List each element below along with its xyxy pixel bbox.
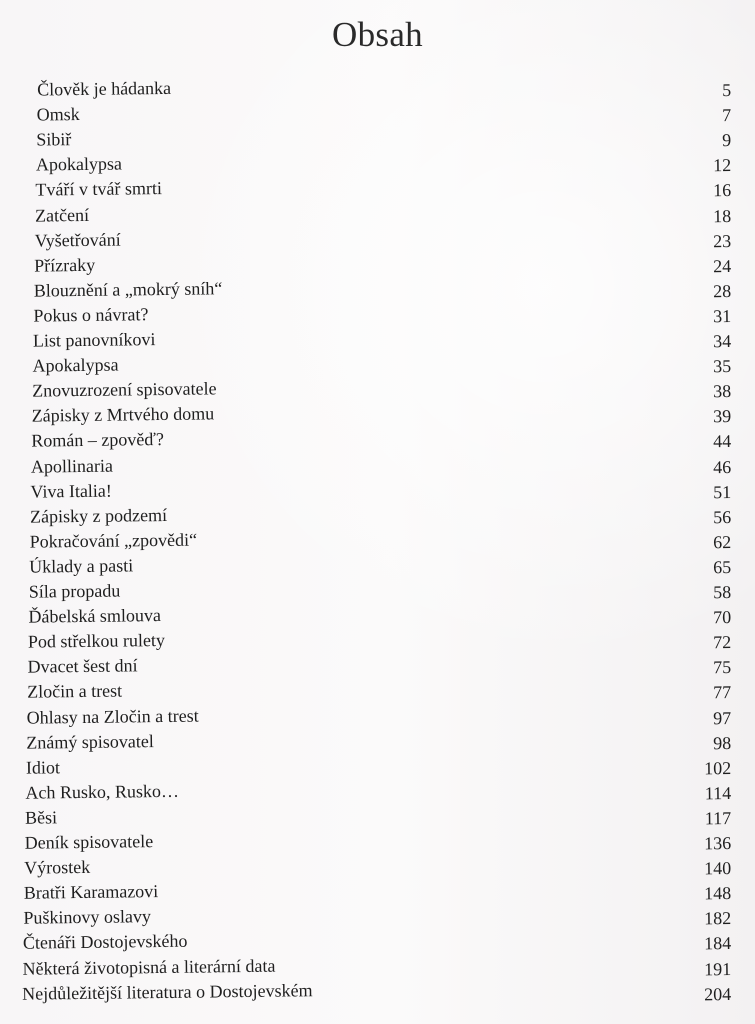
toc-entry-page-number: 7 xyxy=(722,105,732,126)
toc-entry-title: Román – zpověď? xyxy=(31,429,165,452)
toc-entry-page-number: 18 xyxy=(713,205,732,226)
toc-entry-title: Znovuzrození spisovatele xyxy=(32,378,217,401)
toc-entry-page-number: 114 xyxy=(704,782,732,804)
toc-entry-page-number: 97 xyxy=(713,707,732,728)
toc-entry-title: Zločin a trest xyxy=(27,680,123,703)
toc-entry-page-number: 31 xyxy=(713,305,732,327)
toc-entry-title: Pokus o návrat? xyxy=(33,304,149,326)
toc-entry-page-number: 117 xyxy=(704,807,732,829)
toc-entry-title: Idiot xyxy=(25,756,61,778)
toc-entry-title: Některá životopisná a literární data xyxy=(22,955,276,979)
toc-entry-title: Bratři Karamazovi xyxy=(23,881,159,903)
toc-entry-page-number: 62 xyxy=(713,531,732,553)
toc-entry-page-number: 98 xyxy=(713,732,732,753)
toc-entry-title: Člověk je hádanka xyxy=(37,77,172,100)
toc-entry-page-number: 140 xyxy=(704,858,732,879)
toc-entry-title: Přízraky xyxy=(34,254,96,276)
toc-entry-title: Pokračování „zpovědi“ xyxy=(29,529,198,552)
toc-entry-page-number: 5 xyxy=(722,80,732,101)
toc-entry-title: Omsk xyxy=(36,104,80,125)
toc-entry-page-number: 72 xyxy=(713,632,732,653)
toc-entry-page-number: 28 xyxy=(713,280,732,302)
toc-entry-page-number: 39 xyxy=(713,406,732,427)
toc-entry-page-number: 204 xyxy=(704,983,732,1004)
toc-entry-page-number: 9 xyxy=(722,130,732,151)
toc-entry-title: Úklady a pasti xyxy=(29,555,134,577)
toc-entry-page-number: 12 xyxy=(713,155,732,176)
toc-entry-title: List panovníkovi xyxy=(32,329,156,351)
toc-entry-title: Vyšetřování xyxy=(34,229,121,251)
toc-entry-title: Ohlasy na Zločin a trest xyxy=(26,705,199,728)
toc-entry-title: Deník spisovatele xyxy=(24,831,154,853)
toc-entry-title: Blouznění a „mokrý sníh“ xyxy=(33,278,223,301)
toc-entry-page-number: 191 xyxy=(704,958,732,979)
toc-entry-page-number: 65 xyxy=(713,556,732,578)
toc-entry-page-number: 102 xyxy=(704,757,732,779)
toc-entry-page-number: 148 xyxy=(704,883,732,904)
toc-entry-page-number: 38 xyxy=(713,381,732,402)
toc-entry-title: Výrostek xyxy=(24,856,91,878)
toc-entry-title: Apokalypsa xyxy=(32,354,119,376)
toc-entry-page-number: 75 xyxy=(713,657,732,678)
toc-entry-page-number: 44 xyxy=(713,431,732,452)
toc-entry-title: Běsi xyxy=(24,807,58,828)
toc-entry-title: Tváří v tvář smrti xyxy=(35,178,163,200)
toc-entry-title: Puškinovy oslavy xyxy=(23,906,152,929)
toc-entry-title: Pod střelkou rulety xyxy=(27,630,166,652)
toc-entry-page-number: 46 xyxy=(713,456,732,477)
toc-entry-page-number: 16 xyxy=(713,180,732,201)
table-of-contents xyxy=(0,72,755,1012)
toc-entry-title: Ach Rusko, Rusko… xyxy=(25,780,180,803)
toc-entry-page-number: 77 xyxy=(713,682,732,703)
toc-entry-title: Síla propadu xyxy=(28,580,121,602)
toc-entry-page-number: 58 xyxy=(713,582,732,603)
page-title: Obsah xyxy=(332,15,423,54)
toc-entry-title: Sibiř xyxy=(36,129,72,150)
toc-entry-page-number: 35 xyxy=(713,356,732,377)
toc-entry-title: Dvacet šest dní xyxy=(27,655,138,677)
toc-entry-page-number: 24 xyxy=(713,255,732,276)
toc-entry-title: Čtenáři Dostojevského xyxy=(22,931,188,954)
toc-entry-page-number: 184 xyxy=(704,933,732,954)
toc-entry-title: Viva Italia! xyxy=(30,480,112,502)
toc-entry-page-number: 56 xyxy=(713,506,732,527)
toc-entry-title: Zápisky z podzemí xyxy=(29,504,168,527)
toc-entry-title: Zápisky z Mrtvého domu xyxy=(31,403,215,426)
toc-entry-page-number: 70 xyxy=(713,607,732,628)
toc-entry-title: Zatčení xyxy=(34,204,90,226)
toc-entry-page-number: 51 xyxy=(713,481,732,502)
toc-entry-page-number: 23 xyxy=(713,230,732,251)
toc-entry-title: Apokalypsa xyxy=(35,153,122,175)
toc-entry-title: Apollinaria xyxy=(30,455,113,477)
toc-entry-page-number: 182 xyxy=(704,908,732,929)
toc-entry-title: Známý spisovatel xyxy=(26,730,154,753)
toc-entry-title: Ďábelská smlouva xyxy=(28,605,161,627)
toc-entry-title: Nejdůležitější literatura o Dostojevském xyxy=(22,979,313,1004)
toc-entry-page-number: 136 xyxy=(704,833,732,854)
toc-entry-page-number: 34 xyxy=(713,331,732,352)
